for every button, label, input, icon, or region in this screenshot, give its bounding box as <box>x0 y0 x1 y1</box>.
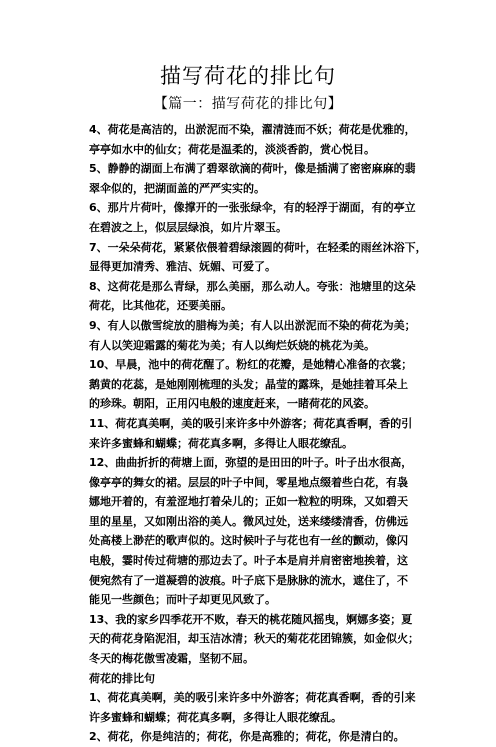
section-heading: 【篇一：描写荷花的排比句】 <box>153 96 343 112</box>
text-line: 13、我的家乡四季花开不败，春天的桃花随风摇曳，婀娜多姿；夏 <box>89 612 413 626</box>
text-line: 来许多蜜蜂和蝴蝶；荷花真多啊，多得让人眼花缭乱。 <box>89 436 353 450</box>
text-line: 娜地开着的，有羞涩地打着朵儿的；正如一粒粒的明珠，又如碧天 <box>89 495 408 509</box>
text-line: 荷花的排比句 <box>89 671 155 685</box>
text-line: 便宛然有了一道凝碧的波痕。叶子底下是脉脉的流水，遮住了，不 <box>89 573 408 587</box>
text-line: 5、静静的湖面上布满了碧翠欲滴的荷叶，像是插满了密密麻麻的翡 <box>89 162 416 176</box>
text-line: 的珍珠。朝阳，正用闪电般的速度赶来，一睹荷花的风姿。 <box>89 397 375 411</box>
text-line: 显得更加清秀、雅洁、妩媚、可爱了。 <box>89 260 276 274</box>
text-line: 荷花，比其他花，还要美丽。 <box>89 299 232 313</box>
text-line: 12、曲曲折折的荷塘上面，弥望的是田田的叶子。叶子出水很高， <box>89 456 413 470</box>
document-body <box>89 120 459 747</box>
text-line: 里的星星，又如刚出浴的美人。微风过处，送来缕缕清香，仿佛远 <box>89 514 408 528</box>
text-line: 电般，霎时传过荷塘的那边去了。叶子本是肩并肩密密地挨着，这 <box>89 554 408 568</box>
text-line: 6、那片片荷叶，像撑开的一张张绿伞，有的轻浮于湖面，有的亭立 <box>89 201 416 215</box>
text-line: 处高楼上渺茫的歌声似的。这时候叶子与花也有一丝的颤动，像闪 <box>89 534 408 548</box>
text-line: 亭亭如水中的仙女；荷花是温柔的，淡淡香韵，赏心悦目。 <box>89 142 375 156</box>
text-line: 10、早晨，池中的荷花醒了。粉红的花瓣，是她精心准备的衣裳； <box>89 358 413 372</box>
text-line: 鹅黄的花蕊，是她刚刚梳理的头发；晶莹的露珠，是她挂着耳朵上 <box>89 377 408 391</box>
text-line: 天的荷花身陷泥泪，却玉洁冰清；秋天的菊花花团锦簇，如金似火； <box>89 632 419 646</box>
text-line: 8、这荷花是那么青绿，那么美丽，那么动人。夸张：池塘里的这朵 <box>89 279 416 293</box>
text-line: 11、荷花真美啊，美的吸引来许多中外游客；荷花真香啊，香的引 <box>89 416 413 430</box>
text-line: 4、荷花是高洁的，出淤泥而不染，濯清涟而不妖；荷花是优雅的， <box>89 123 416 136</box>
text-line: 9、有人以傲雪绽放的腊梅为美；有人以出淤泥而不染的荷花为美； <box>89 318 416 332</box>
text-line: 翠伞似的，把湖面盖的严严实实的。 <box>89 181 265 195</box>
text-line: 冬天的梅花傲雪凌霜，坚韧不屈。 <box>89 652 254 666</box>
text-line: 7、一朵朵荷花，紧紧依偎着碧绿滚圆的荷叶，在轻柔的雨丝沐浴下， <box>89 240 427 254</box>
text-line: 在碧波之上，似层层绿浪，如片片翠玉。 <box>89 220 287 234</box>
text-line: 许多蜜蜂和蝴蝶；荷花真多啊，多得让人眼花缭乱。 <box>89 710 342 724</box>
text-line: 像亭亭的舞女的裙。层层的叶子中间，零星地点缀着些白花，有袅 <box>89 475 408 489</box>
text-line: 有人以笑迎霜露的菊花为美；有人以绚烂妖娆的桃花为美。 <box>89 338 375 352</box>
text-line: 1、荷花真美啊，美的吸引来许多中外游客；荷花真香啊，香的引来 <box>89 691 416 705</box>
page-title: 描写荷花的排比句 <box>160 64 336 88</box>
text-line: 2、荷花，你是纯洁的；荷花，你是高雅的；荷花，你是清白的。 <box>89 730 405 744</box>
text-line: 能见一些颜色；而叶子却更见风致了。 <box>89 593 276 607</box>
